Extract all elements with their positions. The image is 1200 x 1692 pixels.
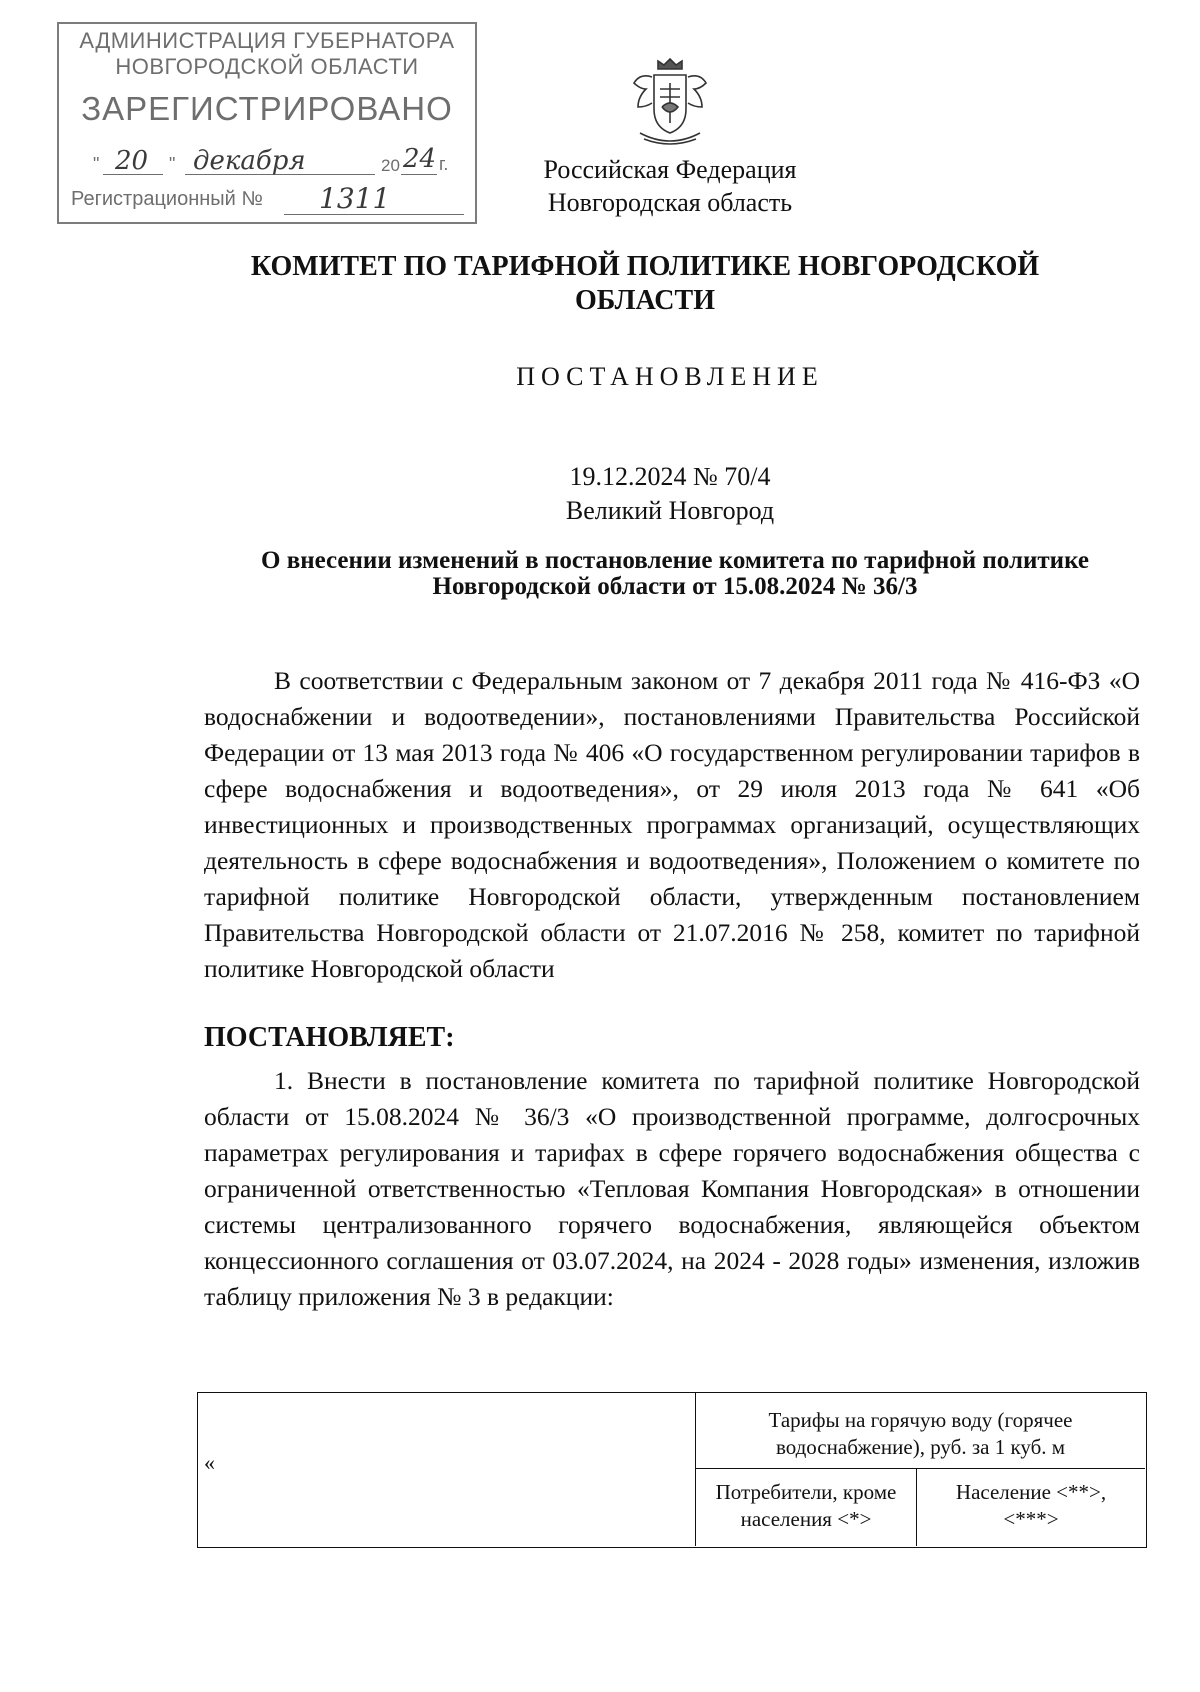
document-number-block xyxy=(520,460,820,528)
table-group-header: Тарифы на горячую воду (горячее водоснабжение), руб. за 1 куб. м xyxy=(768,1408,1073,1459)
stamp-reg-number: 1311 xyxy=(319,182,391,215)
registration-stamp xyxy=(57,22,477,224)
tariff-table xyxy=(197,1392,1147,1548)
table-col-consumers: Потребители, кроме населения <*> xyxy=(715,1480,897,1531)
country-name: Российская Федерация xyxy=(543,155,797,184)
stamp-year-unit: г. xyxy=(439,154,449,174)
stamp-year-prefix: 20 xyxy=(381,156,400,175)
stamp-year-suffix: 24 xyxy=(403,144,437,174)
table-col-population: Население <**>, <***> xyxy=(955,1480,1107,1531)
stamp-reg-label: Регистрационный № xyxy=(71,188,263,210)
preamble-paragraph: В соответствии с Федеральным законом от 7 декабря 2011 года № 416-ФЗ «О водоснабжении и водоотведении», постановлениями Правительства Российской Федерации от 13 мая 2013 года № 406 «О государственном регулировании тарифов в сфере водоснабжения и водоотведения», от 29 июля 2013 года № 641 «Об инвестиционных и производственных программах организаций, осуществляющих деятельность в сфере водоснабжения и водоотведения», Положением о комитете по тарифной политике Новгородской области, утвержденным постановлением Правительства Новгородской области от 21.07.2016 № 258, комитет по тарифной политике Новгородской области xyxy=(204,666,1140,983)
table-open-quote: « xyxy=(204,1450,215,1475)
stamp-org-line1: АДМИНИСТРАЦИЯ ГУБЕРНАТОРА xyxy=(79,28,455,53)
region-name: Новгородская область xyxy=(547,188,793,217)
item-1-paragraph: 1. Внести в постановление комитета по тарифной политике Новгородской области от 15.08.2024 № 36/3 «О производственной программе, долгосрочных параметрах регулирования и тарифах в сфере горячего водоснабжения общества с ограниченной ответственностью «Тепловая Компания Новгородская» в отношении системы централизованного горячего водоснабжения, являющейся объектом концессионного соглашения от 03.07.2024, на 2024 - 2028 годы» изменения, изложив таблицу приложения № 3 в редакции: xyxy=(204,1066,1140,1311)
resolve-heading: ПОСТАНОВЛЯЕТ: xyxy=(204,1022,455,1053)
committee-title: КОМИТЕТ ПО ТАРИФНОЙ ПОЛИТИКЕ НОВГОРОДСКОЙ ОБЛАСТИ xyxy=(250,251,1040,316)
stamp-month: декабря xyxy=(193,146,306,176)
document-type: ПОСТАНОВЛЕНИЕ xyxy=(516,362,824,391)
document-city: Великий Новгород xyxy=(565,496,775,525)
stamp-date: " 20 " декабря 20 24 г. xyxy=(93,144,449,176)
document-date-number: 19.12.2024 № 70/4 xyxy=(569,462,771,491)
stamp-day: 20 xyxy=(115,146,149,176)
coat-of-arms-icon xyxy=(630,55,710,150)
country-header xyxy=(520,153,820,219)
document-subject: О внесении изменений в постановление комитета по тарифной политике Новгородской области от 15.08.2024 № 36/3 xyxy=(261,547,1089,600)
stamp-org-line2: НОВГОРОДСКОЙ ОБЛАСТИ xyxy=(115,54,419,79)
stamp-status: ЗАРЕГИСТРИРОВАНО xyxy=(81,90,453,127)
